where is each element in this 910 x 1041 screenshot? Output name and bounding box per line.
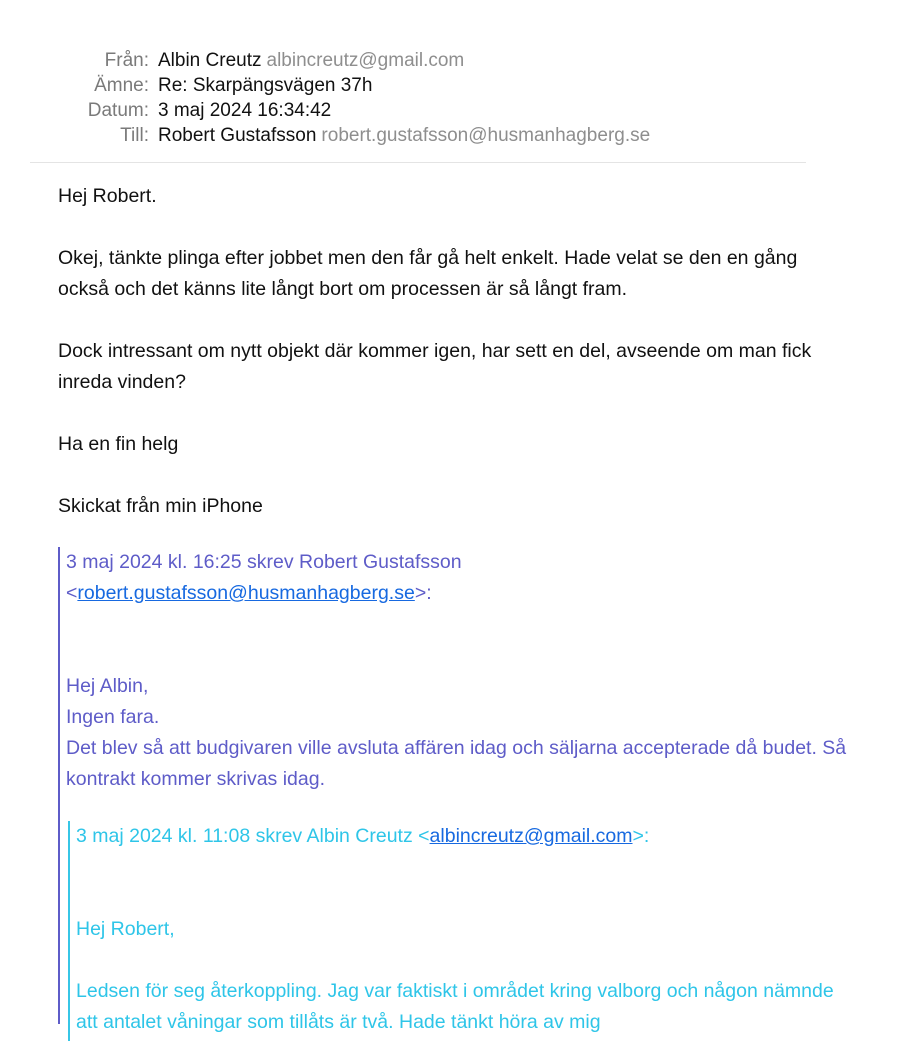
quoted-reply-robert bbox=[58, 547, 848, 1033]
subject-row bbox=[0, 73, 910, 98]
from-name[interactable]: Albin Creutz bbox=[158, 50, 262, 71]
body-signature: Skickat från min iPhone bbox=[58, 495, 263, 517]
quote2-greeting: Hej Robert, bbox=[76, 918, 175, 940]
body-paragraph-2: Dock intressant om nytt objekt där kommer igen, har sett en del, avseende om man fick inreda vinden? bbox=[58, 340, 812, 393]
header-divider bbox=[30, 162, 806, 163]
date-row bbox=[0, 98, 910, 123]
body-paragraph-1: Okej, tänkte plinga efter jobbet men den får gå helt enkelt. Hade velat se den en gång också och det känns lite långt bort om processen är så långt fram. bbox=[58, 247, 798, 300]
quote2-paragraph: Ledsen för seg återkoppling. Jag var faktiskt i området kring valborg och någon nämnde att antalet våningar som tillåts är två. Hade tänkt höra av mig bbox=[76, 980, 834, 1033]
body-closing: Ha en fin helg bbox=[58, 433, 179, 455]
quote1-email-link[interactable]: robert.gustafsson@husmanhagberg.se bbox=[77, 582, 415, 604]
quote1-line-1: Hej Albin, bbox=[66, 675, 149, 697]
quote1-open-bracket: < bbox=[66, 582, 78, 604]
from-label: Från: bbox=[104, 50, 149, 71]
to-label: Till: bbox=[120, 125, 149, 146]
quote2-email-link[interactable]: albincreutz@gmail.com bbox=[429, 825, 633, 847]
body-greeting: Hej Robert. bbox=[58, 185, 157, 207]
subject-label: Ämne: bbox=[94, 75, 149, 96]
date-value: 3 maj 2024 16:34:42 bbox=[158, 100, 332, 121]
quote1-line-3: Det blev så att budgivaren ville avsluta affären idag och säljarna accepterade då budet. Så kontrakt kommer skrivas idag. bbox=[66, 737, 847, 790]
subject-value: Re: Skarpängsvägen 37h bbox=[158, 75, 373, 96]
quote1-close-bracket: >: bbox=[414, 582, 432, 604]
message-header bbox=[0, 48, 910, 148]
to-row bbox=[0, 123, 910, 148]
quote2-attribution bbox=[76, 821, 848, 852]
from-row bbox=[0, 48, 910, 73]
from-email[interactable]: albincreutz@gmail.com bbox=[266, 50, 465, 71]
quoted-reply-albin bbox=[68, 821, 848, 1041]
quote2-close-bracket: >: bbox=[632, 825, 650, 847]
to-email[interactable]: robert.gustafsson@husmanhagberg.se bbox=[321, 125, 651, 146]
quote1-attribution bbox=[66, 547, 848, 578]
quote1-attribution-email-line bbox=[66, 578, 848, 609]
to-name[interactable]: Robert Gustafsson bbox=[158, 125, 317, 146]
quote2-attribution-text: 3 maj 2024 kl. 11:08 skrev Albin Creutz < bbox=[76, 825, 430, 847]
quote1-line-2: Ingen fara. bbox=[66, 706, 160, 728]
message-body bbox=[58, 181, 848, 522]
quote1-attribution-text: 3 maj 2024 kl. 16:25 skrev Robert Gustafsson bbox=[66, 551, 462, 573]
date-label: Datum: bbox=[87, 100, 149, 121]
